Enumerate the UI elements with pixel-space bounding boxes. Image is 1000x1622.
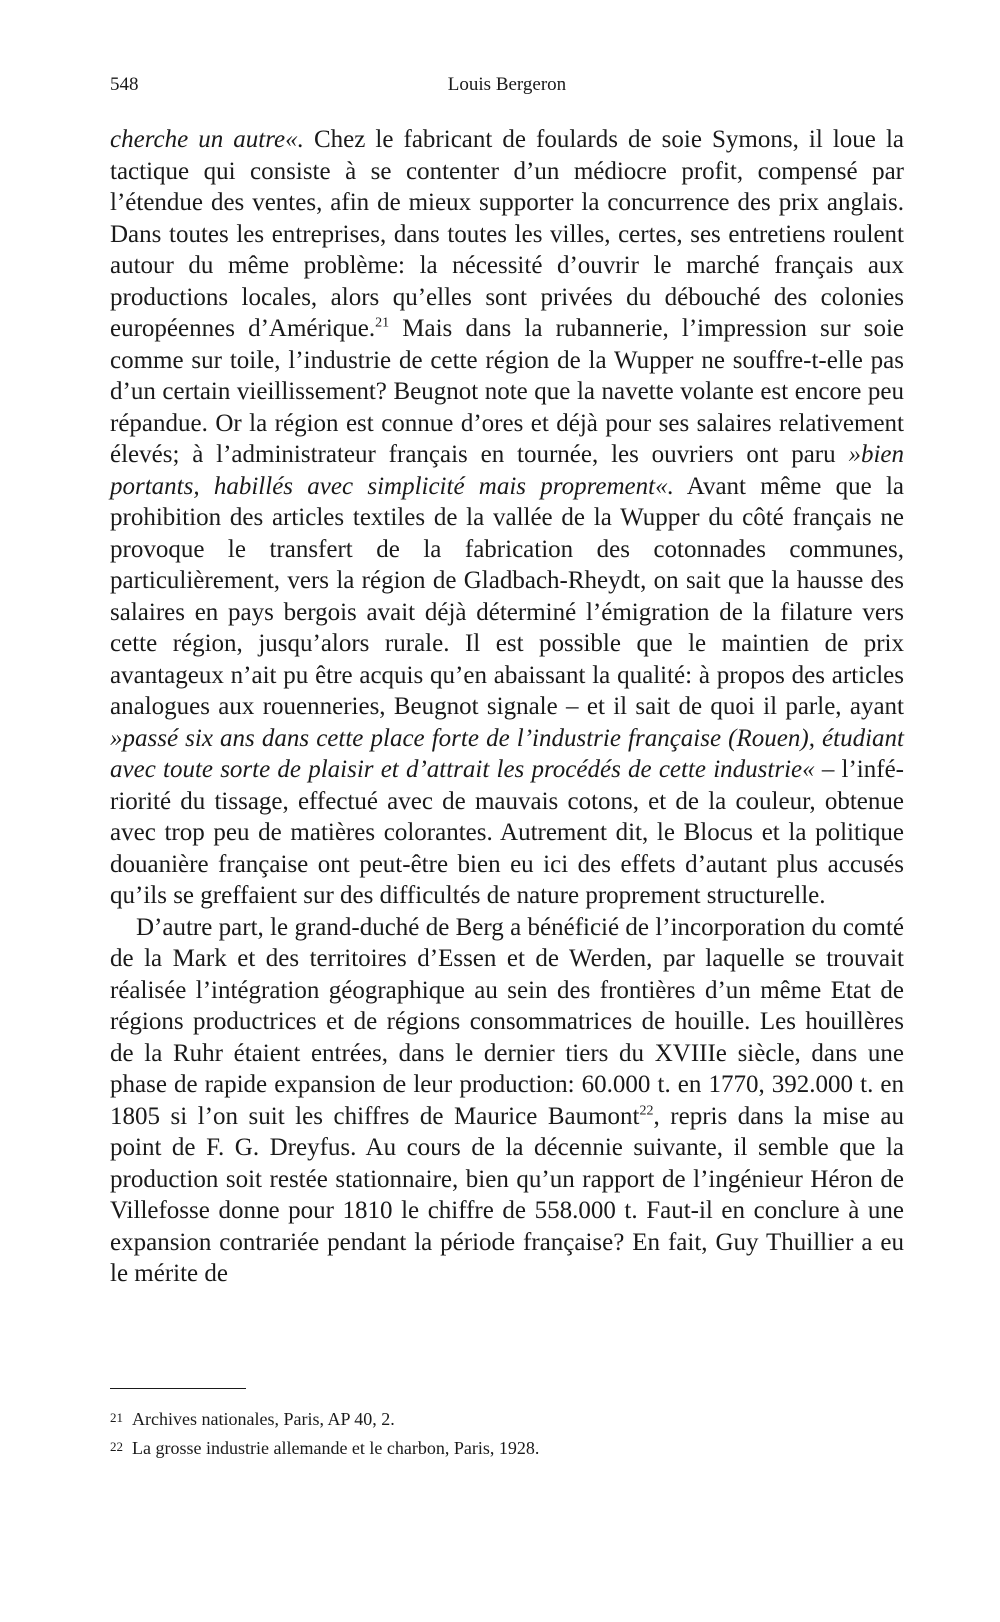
footnotes — [110, 1404, 904, 1462]
italic-quote: cherche un autre«. — [110, 126, 304, 153]
paragraph-2 — [110, 912, 904, 1290]
text-run: Chez le fabricant de foulards de soie Symons, il loue la tactique qui consiste à se contenter d’un médiocre profit, compensé par l’étendue des ventes, afin de mieux supporter la concurrence des prix anglais. Dans toutes les entreprises, dans toutes les villes, certes, ses entretiens roulent autour du même problème: la nécessité d’ouvrir le marché français aux productions locales, alors qu’elles sont privées du débouché des colonies européennes d’Amérique. — [110, 126, 904, 342]
footnote-text: La grosse industrie allemande et le charbon, Paris, 1928. — [132, 1438, 540, 1458]
footnote-text: Archives nationales, Paris, AP 40, 2. — [132, 1409, 395, 1429]
footnote-21 — [110, 1404, 904, 1433]
footnote-separator — [110, 1388, 246, 1389]
page-header — [110, 74, 904, 104]
text-run: Avant même que la prohibition des articles textiles de la vallée de la Wupper du côté français ne provoque le transfert de la fabrication des cotonnades communes, particulièrement, vers la région de Gladbach-Rheydt, on sait que la hausse des salaires en pays bergois avait déjà déterminé l’émigration de la filature vers cette région, jusqu’alors rurale. Il est possible que le maintien de prix avantageux n’ait pu être acquis qu’en abaissant la qualité: à propos des articles analogues aux rouenneries, Beugnot signale – et il sait de quoi il parle, ayant — [110, 472, 904, 720]
running-head: Louis Bergeron — [447, 74, 567, 95]
italic-quote: »passé six ans dans cette place forte de l’industrie française (Rouen), étudiant avec toute sorte de plaisir et d’attrait les procédés de cette industrie« — [110, 724, 904, 783]
text-run: , repris dans la mise au point de F. G. Dreyfus. Au cours de la décennie suivante, il semble que la production soit restée stationnaire, bien qu’un rapport de l’ingénieur Héron de Villefosse donne pour 1810 le chiffre de 558.000 t. Faut-il en conclure à une expansion contrariée pendant la période française? En fait, Guy Thuillier a eu le mérite de — [110, 1102, 904, 1287]
page-number: 548 — [110, 74, 139, 95]
main-text — [110, 124, 904, 1290]
italic-quote: »bien portants, habillés avec simplicité mais proprement«. — [110, 441, 904, 500]
footnote-number: 22 — [110, 1439, 123, 1454]
footnote-number: 21 — [110, 1410, 123, 1425]
text-run: Mais dans la rubannerie, l’impression sur soie comme sur toile, l’industrie de cette région de la Wupper ne souffre-t-elle pas d’un certain vieillissement? Beugnot note que la navette volante est encore peu répandue. Or la région est connue d’ores et déjà pour ses salaires relativement élevés; à l’administrateur français en tournée, les ouvriers ont paru — [110, 315, 904, 468]
text-run: D’autre part, le grand-duché de Berg a bénéficié de l’incorporation du comté de la Mark et des territoires d’Essen et de Werden, par laquelle se trouvait réalisée l’intégration géographique au sein des frontières d’un même Etat de régions productrices et de régions consommatrices de houille. Les houillères de la Ruhr étaient entrées, dans le dernier tiers du XVIIIe siècle, dans une phase de rapide expansion de leur production: 60.000 t. en 1770, 392.000 t. en 1805 si l’on suit les chiffres de Maurice Baumont — [110, 913, 904, 1130]
text-run: – l’infériorité du tissage, effectué avec de mauvais cotons, et de la couleur, obtenue avec trop peu de matières colorantes. Autrement dit, le Blocus et la politique douanière française ont peut-être bien eu ici des effets d’autant plus accusés qu’ils se greffaient sur des difficultés de nature proprement structurelle. — [110, 756, 904, 909]
footnote-ref-21: 21 — [375, 315, 390, 331]
footnote-22 — [110, 1433, 904, 1462]
footnote-ref-22: 22 — [639, 1103, 654, 1119]
paragraph-1 — [110, 124, 904, 912]
